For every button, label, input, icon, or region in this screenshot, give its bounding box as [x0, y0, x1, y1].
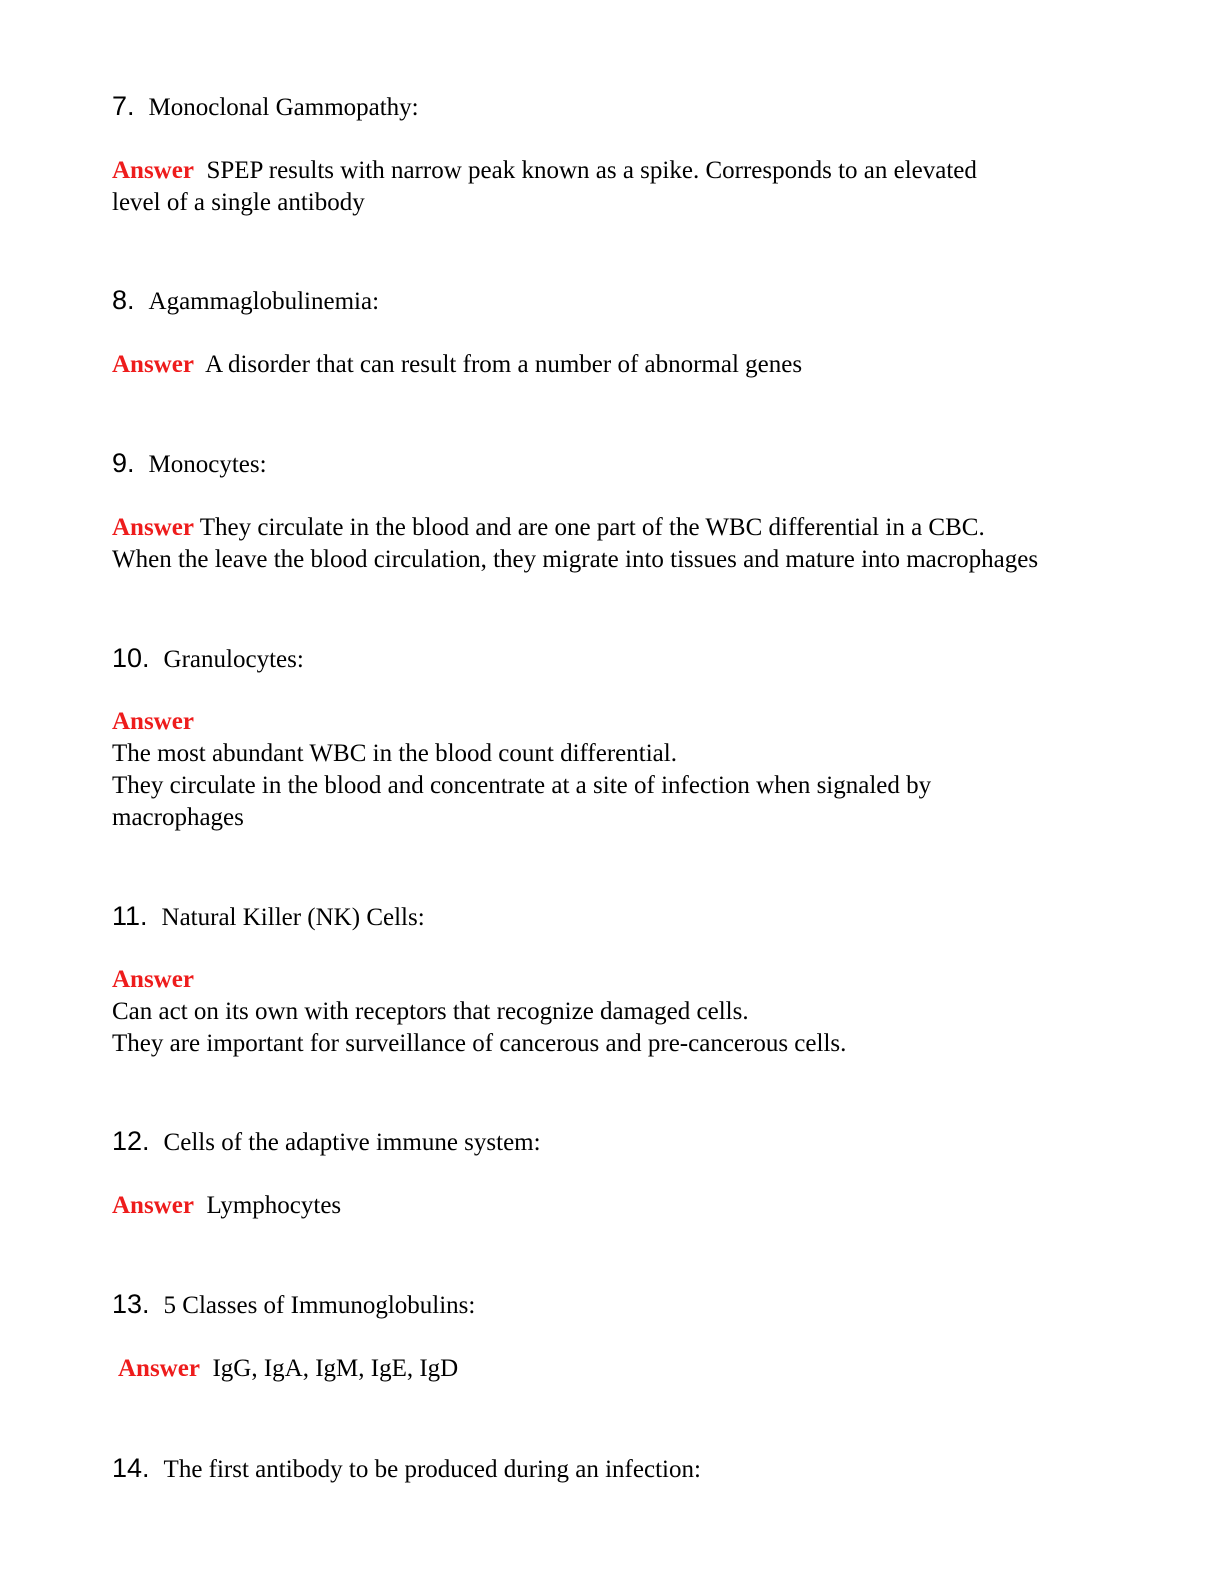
answer-text: Lymphocytes — [206, 1192, 342, 1219]
answer-label: Answer — [112, 708, 194, 735]
answer-9 — [112, 512, 1038, 576]
answer-text: SPEP results with narrow peak known as a spike. Corresponds to an elevated — [206, 157, 977, 184]
answer-13 — [118, 1353, 458, 1385]
question-term: 5 Classes of Immunoglobulins: — [163, 1292, 476, 1319]
question-number: 13. — [112, 1289, 150, 1319]
question-11 — [112, 900, 425, 934]
answer-text: The most abundant WBC in the blood count differential. — [112, 740, 677, 767]
answer-label: Answer — [118, 1355, 200, 1382]
answer-label: Answer — [112, 514, 194, 541]
question-term: Granulocytes: — [163, 646, 304, 673]
answer-label: Answer — [112, 1192, 194, 1219]
question-number: 14. — [112, 1453, 150, 1483]
answer-text: Can act on its own with receptors that recognize damaged cells. — [112, 998, 749, 1025]
answer-text: IgG, IgA, IgM, IgE, IgD — [212, 1355, 459, 1382]
answer-12 — [112, 1190, 341, 1222]
question-number: 11. — [112, 901, 148, 931]
answer-label: Answer — [112, 966, 194, 993]
answer-text: When the leave the blood circulation, they migrate into tissues and mature into macrophages — [112, 546, 1039, 573]
question-number: 9. — [112, 448, 135, 478]
question-9 — [112, 447, 267, 481]
question-14 — [112, 1452, 701, 1486]
question-12 — [112, 1125, 541, 1159]
question-term: Monoclonal Gammopathy: — [148, 94, 419, 121]
answer-10 — [112, 706, 931, 834]
answer-text: level of a single antibody — [112, 189, 365, 216]
question-8 — [112, 284, 379, 318]
question-number: 12. — [112, 1126, 150, 1156]
question-term: Natural Killer (NK) Cells: — [161, 904, 425, 931]
question-number: 7. — [112, 91, 135, 121]
question-10 — [112, 642, 304, 676]
answer-text: macrophages — [112, 804, 244, 831]
answer-label: Answer — [112, 157, 194, 184]
answer-8 — [112, 349, 802, 381]
answer-text: They circulate in the blood and are one part of the WBC differential in a CBC. — [199, 514, 985, 541]
answer-label: Answer — [112, 351, 194, 378]
answer-text: They are important for surveillance of cancerous and pre-cancerous cells. — [112, 1030, 847, 1057]
question-term: The first antibody to be produced during an infection: — [163, 1456, 701, 1483]
answer-11 — [112, 964, 846, 1060]
question-number: 10. — [112, 643, 150, 673]
answer-text: A disorder that can result from a number of abnormal genes — [205, 351, 803, 378]
question-term: Cells of the adaptive immune system: — [163, 1129, 541, 1156]
question-13 — [112, 1288, 475, 1322]
question-7 — [112, 90, 419, 124]
question-number: 8. — [112, 285, 135, 315]
answer-7 — [112, 155, 977, 219]
question-term: Agammaglobulinemia: — [148, 288, 380, 315]
question-term: Monocytes: — [148, 451, 267, 478]
answer-text: They circulate in the blood and concentrate at a site of infection when signaled by — [112, 772, 932, 799]
